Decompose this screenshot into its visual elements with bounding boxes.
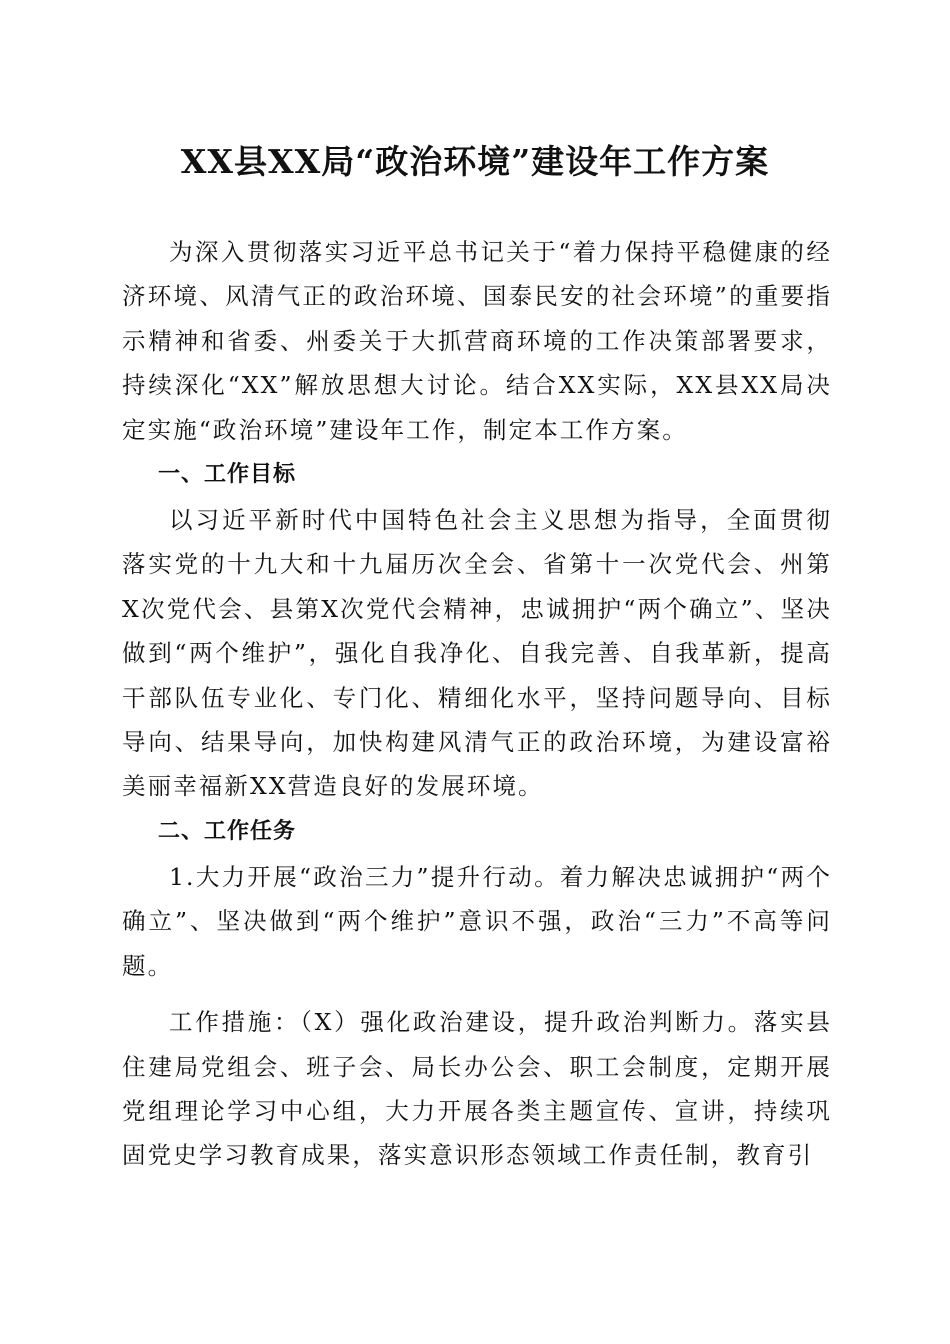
task-1-paragraph: 1.大力开展“政治三力”提升行动。着力解决忠诚拥护“两个确立”、坚决做到“两个维护”意识不强，政治“三力”不高等问题。 xyxy=(122,862,832,980)
section-heading-goals: 一、工作目标 xyxy=(158,462,297,488)
section-heading-tasks: 二、工作任务 xyxy=(158,818,297,844)
document-title: XX县XX局“政治环境”建设年工作方案 xyxy=(180,142,770,181)
document-body xyxy=(122,230,832,1178)
intro-paragraph: 为深入贯彻落实习近平总书记关于“着力保持平稳健康的经济环境、风清气正的政治环境、国泰民安的社会环境”的重要指示精神和省委、州委关于大抓营商环境的工作决策部署要求，持续深化“XX”解放思想大讨论。结合XX实际，XX县XX局决定实施“政治环境”建设年工作，制定本工作方案。 xyxy=(122,238,832,444)
measures-paragraph: 工作措施：（X）强化政治建设，提升政治判断力。落实县住建局党组会、班子会、局长办公会、职工会制度，定期开展党组理论学习中心组，大力开展各类主题宣传、宣讲，持续巩固党史学习教育成果，落实意识形态领域工作责任制，教育引 xyxy=(122,1008,832,1170)
goals-paragraph: 以习近平新时代中国特色社会主义思想为指导，全面贯彻落实党的十九大和十九届历次全会、省第十一次党代会、州第X次党代会、县第X次党代会精神，忠诚拥护“两个确立”、坚决做到“两个维护”，强化自我净化、自我完善、自我革新，提高干部队伍专业化、专门化、精细化水平，坚持问题导向、目标导向、结果导向，加快构建风清气正的政治环境，为建设富裕美丽幸福新XX营造良好的发展环境。 xyxy=(122,506,832,801)
